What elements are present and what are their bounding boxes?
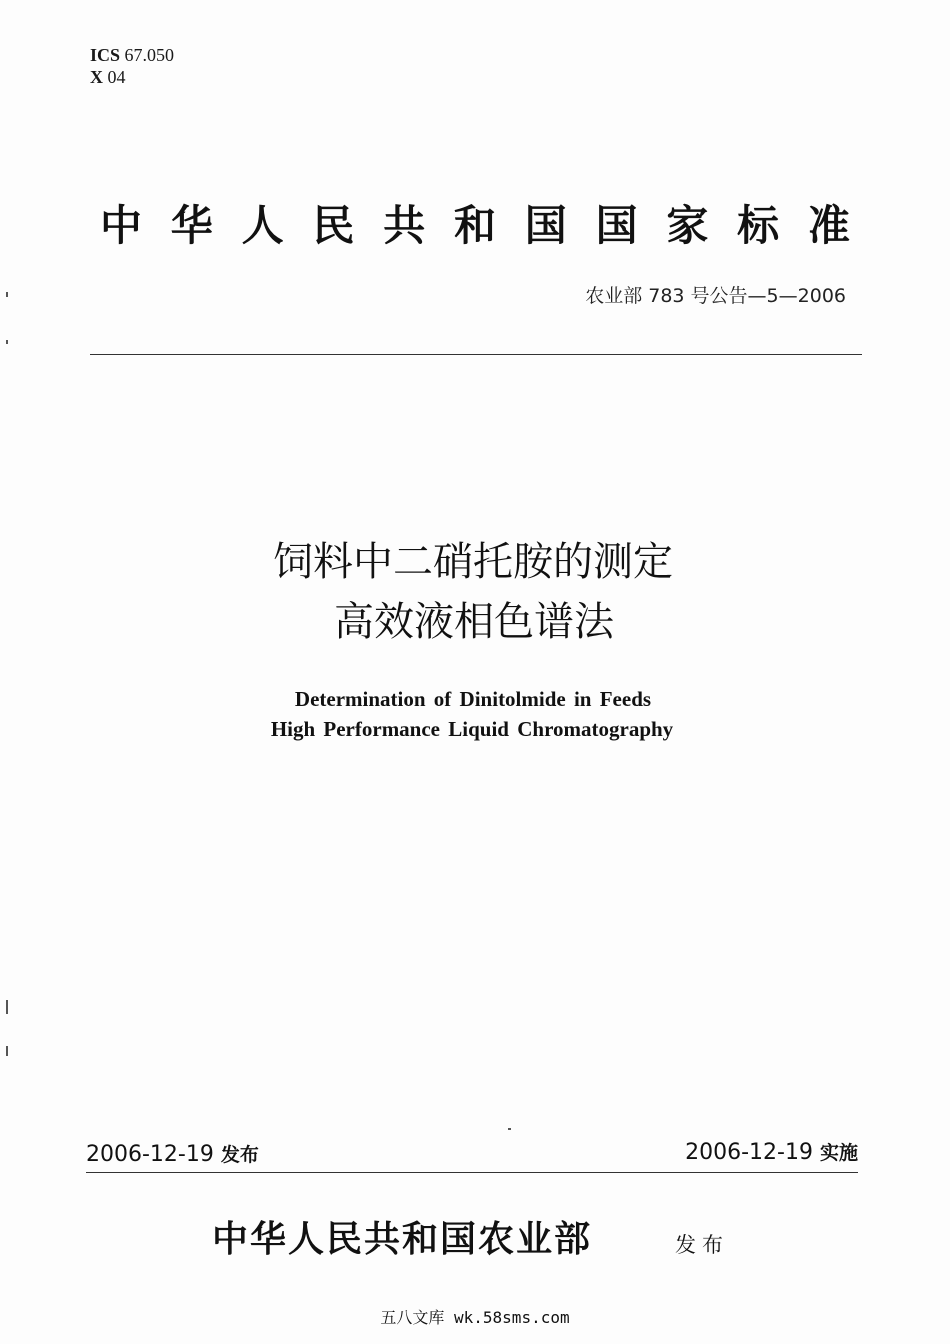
issuer-name: 中华人民共和国农业部 (212, 1218, 593, 1260)
site-watermark: 五八文库 wk.58sms.com (380, 1308, 570, 1327)
scan-speck (6, 292, 8, 297)
ics-line (90, 44, 174, 66)
footer-divider (86, 1172, 858, 1173)
scan-speck (6, 340, 8, 344)
chinese-title-line-1: 饲料中二硝托胺的测定 (273, 539, 673, 585)
standard-number: 农业部 783 号公告—5—2006 (585, 285, 846, 307)
issue-date: 2006-12-19 (86, 1142, 214, 1167)
english-title-line-1: Determination of Dinitolmide in Feeds (294, 687, 652, 711)
scan-speck (508, 1128, 511, 1130)
scan-speck (6, 1046, 8, 1056)
english-title-line-2: High Performance Liquid Chromatography (270, 717, 674, 741)
implement-date: 2006-12-19 (685, 1140, 813, 1165)
header-divider (90, 354, 862, 355)
scan-speck (6, 1000, 8, 1014)
chinese-title-line-2: 高效液相色谱法 (334, 599, 614, 645)
ics-code: 67.050 (124, 45, 175, 65)
classification-codes (90, 44, 174, 88)
ccs-label: X (90, 67, 103, 87)
implement-word: 实施 (819, 1142, 858, 1164)
issue-date-block (86, 1140, 259, 1170)
issuer-tag: 发布 (675, 1233, 729, 1257)
implement-date-block (685, 1138, 858, 1168)
ics-label: ICS (90, 45, 121, 65)
standard-type-title: 中华人民共和国国家标准 (100, 201, 850, 250)
ccs-line (90, 66, 174, 88)
ccs-code: 04 (107, 67, 126, 87)
issue-word: 发布 (220, 1144, 259, 1166)
